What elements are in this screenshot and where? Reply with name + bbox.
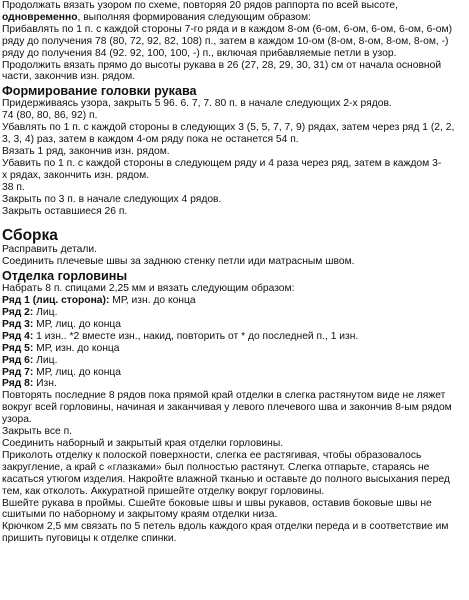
pattern-row — [2, 319, 467, 331]
text-line: тем, как отколоть. Аккуратной пришейте отделку вокруг горловины. — [2, 485, 325, 497]
text-line — [2, 12, 467, 24]
row-label: Ряд 7: — [2, 366, 34, 378]
text-line: Приколоть отделку к полоской поверхности, слегка ее растягивая, чтобы образовалось — [2, 449, 422, 461]
row-text: Изн. — [33, 378, 57, 390]
text-line: Продолжить вязать прямо до высоты рукава в 26 (27, 28, 29, 30, 31) см от начала основной — [2, 59, 442, 71]
row-label: Ряд 1 (лиц. сторона): — [2, 295, 110, 307]
row-text: МР, изн. до конца — [109, 295, 196, 307]
row-text: 1 изн.. *2 вместе изн., накид, повторить от * до последней п., 1 изн. — [33, 330, 359, 342]
text-line: Убавить по 1 п. с каждой стороны в следующем ряду и 4 раза через ряд, затем в каждом 3- — [2, 157, 442, 169]
text-line: касаться утюгом изделия. Накройте влажной тканью и оставьте до полного высыхания перед — [2, 473, 450, 485]
row-text: МР, изн. до конца — [33, 342, 120, 354]
sleeve-cap-section — [2, 84, 467, 217]
pattern-row — [2, 331, 467, 343]
text-line: х рядах, закончить изн. рядом. — [2, 169, 150, 181]
text-line: 3, 3, 4) раз, затем в каждом 4-ом ряду пока не останется 54 п. — [2, 134, 299, 146]
text-line: Соединить наборный и закрытый края отделки горловины. — [2, 438, 284, 449]
pattern-row — [2, 307, 467, 319]
section-heading: Сборка — [2, 227, 58, 245]
row-label: Ряд 2: — [2, 307, 34, 319]
text-line: Вшейте рукава в проймы. Сшейте боковые швы и швы рукавов, оставив боковые швы не — [2, 497, 432, 509]
text-line: Повторять последние 8 рядов пока прямой край отделки в слегка растянутом виде не ляжет — [2, 390, 446, 402]
assembly-section — [2, 227, 467, 268]
text-line: Вязать 1 ряд, закончив изн. рядом. — [2, 145, 170, 157]
row-label: Ряд 5: — [2, 342, 34, 354]
text-line: закругление, а край с «глазками» был полностью растянут. Слегка отпарьте, стараясь не — [2, 461, 430, 473]
intro-section — [2, 0, 467, 83]
neckband-section — [2, 269, 467, 545]
document-page — [2, 0, 467, 545]
text-line: части, закончив изн. рядом. — [2, 71, 136, 83]
text-line: Прибавлять по 1 п. с каждой стороны 7-го ряда и в каждом 8-ом (6-ом, 6-ом, 6-ом, 6-ом, 6-ом) — [2, 23, 453, 35]
row-label: Ряд 4: — [2, 330, 34, 342]
pattern-row — [2, 295, 467, 307]
pattern-row — [2, 343, 467, 355]
text-line: вокруг всей горловины, начиная и заканчивая у левого плечевого шва и закончив 8-ым рядом — [2, 402, 452, 414]
emphasis-word: одновременно — [2, 11, 78, 23]
pattern-row — [2, 355, 467, 367]
text-line: Соединить плечевые швы за заднюю стенку петли иди матрасным швом. — [2, 256, 355, 268]
row-text: МР, лиц. до конца — [33, 366, 122, 378]
text-line: Набрать 8 п. спицами 2,25 мм и вязать следующим образом: — [2, 283, 295, 295]
row-text: МР, лиц. до конца — [33, 318, 122, 330]
text-span: , выполняя формирования следующим образом: — [77, 11, 311, 23]
text-line: Расправить детали. — [2, 244, 97, 256]
text-line: пришить пуговицы к отделке спинки. — [2, 533, 177, 545]
text-line: Закрыть оставшиеся 26 п. — [2, 205, 128, 217]
text-line: 38 п. — [2, 181, 25, 193]
pattern-row — [2, 378, 467, 390]
text-line: Придерживаясь узора, закрыть 5 96. 6. 7, 7. 80 п. в начале следующих 2-х рядов. — [2, 98, 392, 110]
row-label: Ряд 8: — [2, 378, 34, 390]
text-line: Закрыть по 3 п. в начале следующих 4 рядов. — [2, 193, 222, 205]
section-heading: Формирование головки рукава — [2, 84, 197, 99]
text-line: Крючком 2,5 мм связать по 5 петель вдоль каждого края отделки переда и в соответствие им — [2, 521, 449, 533]
text-line: ряду до получения 84 (92. 92, 100, 100, -) п., включая прибавляемые петли в узор. — [2, 47, 397, 59]
pattern-row — [2, 367, 467, 379]
text-line: сшитыми по наборному и закрытому краям отделки низа. — [2, 509, 278, 521]
row-label: Ряд 3: — [2, 318, 34, 330]
row-text: Лиц. — [33, 307, 58, 319]
text-line: ряду до получения 78 (80, 72, 92, 82, 108) п., затем в каждом 10-ом (8-ом, 8-ом, 8-ом, 8-ом, -) — [2, 35, 449, 47]
text-line: Закрыть все п. — [2, 426, 73, 438]
text-line: узора. — [2, 414, 32, 426]
text-line: 74 (80, 80, 86, 92) п. — [2, 110, 98, 122]
text-line: Продолжать вязать узором по схеме, повторяя 20 рядов раппорта по всей высоте, — [2, 0, 398, 11]
row-text: Лиц. — [33, 354, 58, 366]
row-label: Ряд 6: — [2, 354, 34, 366]
text-line: Убавлять по 1 п. с каждой стороны в следующих 3 (5, 5, 7, 7, 9) рядах, затем через ряд 1 (2, 2, — [2, 122, 455, 134]
section-heading: Отделка горловины — [2, 269, 128, 284]
